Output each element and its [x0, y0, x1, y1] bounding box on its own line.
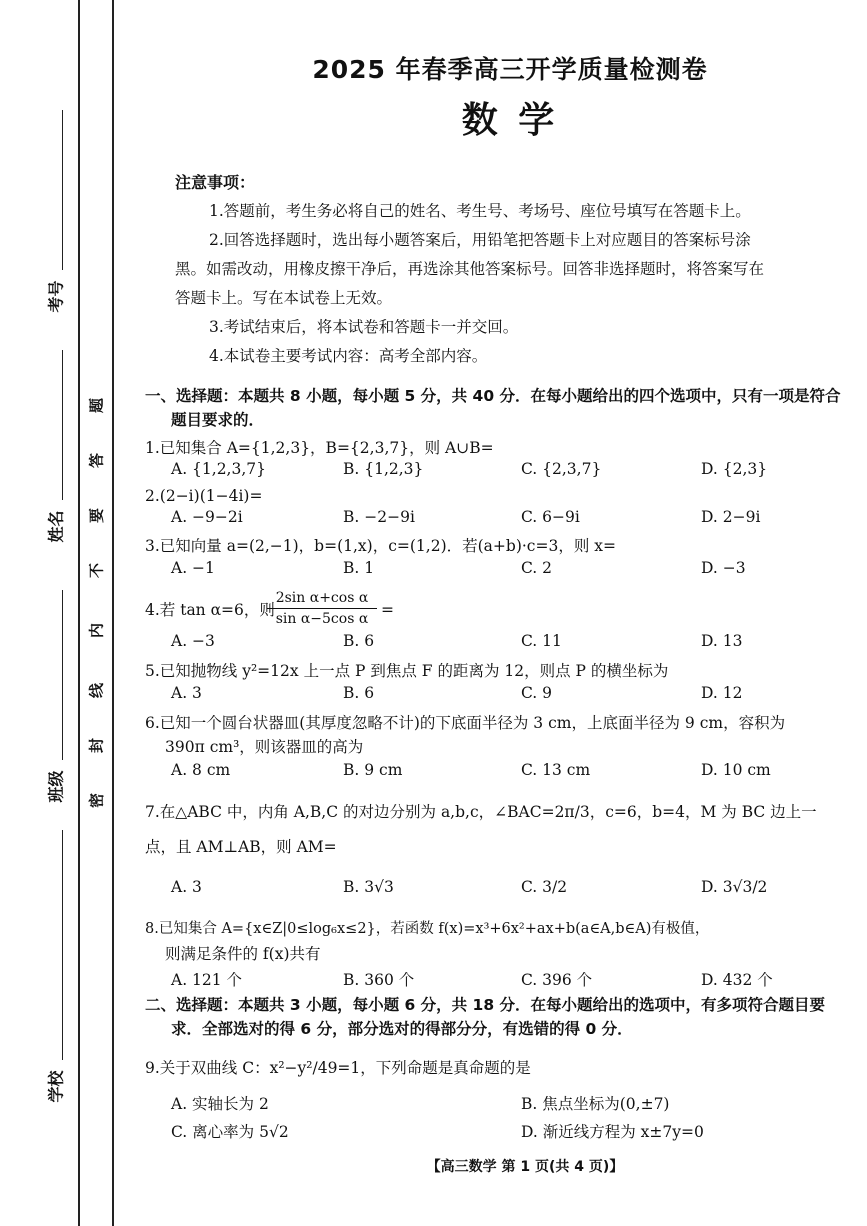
section1-heading — [145, 384, 860, 432]
option-d: D. 12 — [701, 684, 743, 702]
option-b: B. 360 个 — [343, 971, 415, 989]
option-b: B. −2−9i — [343, 508, 415, 526]
option-d: D. {2,3} — [701, 460, 768, 478]
label-school: 学校 — [46, 1070, 66, 1103]
notes-heading: 注意事项： — [175, 173, 256, 192]
option-b: B. {1,2,3} — [343, 460, 424, 478]
option-d: D. 13 — [701, 632, 743, 650]
label-exam-number: 考号 — [46, 280, 66, 313]
option-d: D. 432 个 — [701, 971, 773, 989]
question-7: 7.在△ABC 中，内角 A,B,C 的对边分别为 a,b,c，∠BAC=2π/3，c=6，b=4，M 为 BC 边上一 — [145, 803, 817, 821]
option-a: A. −9−2i — [171, 508, 243, 526]
note-item: 3.考试结束后，将本试卷和答题卡一并交回。 — [209, 318, 519, 336]
option-b: B. 焦点坐标为(0,±7) — [521, 1095, 670, 1113]
section2-line1: 二、选择题：本题共 3 小题，每小题 6 分，共 18 分．在每小题给出的选项中，有多项符合题目要 — [145, 996, 826, 1014]
note-item-cont: 黑。如需改动，用橡皮擦干净后，再选涂其他答案标号。回答非选择题时，将答案写在 — [175, 260, 765, 278]
question-3: 3.已知向量 a=(2,−1)，b=(1,x)，c=(1,2)．若(a+b)·c=3，则 x= — [145, 537, 616, 555]
options-9-row1 — [171, 1092, 861, 1116]
question-5: 5.已知抛物线 y²=12x 上一点 P 到焦点 F 的距离为 12，则点 P 的横坐标为 — [145, 662, 669, 680]
seal-char: 答 — [87, 453, 106, 469]
label-name: 姓名 — [46, 510, 66, 543]
option-a: A. 3 — [171, 684, 202, 702]
q4-fraction-den: sin α−5cos α — [275, 611, 369, 627]
question-8-cont: 则满足条件的 f(x)共有 — [165, 945, 321, 963]
options-5 — [171, 684, 861, 708]
q4-stem-pre: 4.若 tan α=6，则 — [145, 601, 275, 619]
exam-subject: 数 学 — [461, 100, 559, 141]
option-b: B. 3√3 — [343, 878, 394, 896]
binding-line-inner — [112, 0, 114, 1226]
option-a: A. 实轴长为 2 — [171, 1095, 269, 1113]
seal-char: 线 — [87, 683, 106, 699]
note-item: 1.答题前，考生务必将自己的姓名、考生号、考场号、座位号填写在答题卡上。 — [209, 202, 751, 220]
question-6: 6.已知一个圆台状器皿(其厚度忽略不计)的下底面半径为 3 cm，上底面半径为 9 cm，容积为 — [145, 714, 786, 732]
option-c: C. {2,3,7} — [521, 460, 602, 478]
option-a: A. 3 — [171, 878, 202, 896]
options-2 — [171, 508, 861, 532]
option-a: A. 8 cm — [171, 761, 231, 779]
section1-line2: 题目要求的． — [171, 411, 265, 429]
options-6 — [171, 761, 861, 785]
options-9-row2 — [171, 1120, 861, 1144]
question-1: 1.已知集合 A={1,2,3}，B={2,3,7}，则 A∪B= — [145, 439, 494, 457]
seal-char: 内 — [87, 623, 106, 639]
option-b: B. 6 — [343, 684, 375, 702]
option-b: B. 1 — [343, 559, 375, 577]
underline-exam-number — [62, 110, 63, 270]
underline-school — [62, 830, 63, 1060]
underline-name — [62, 350, 63, 500]
option-a: A. {1,2,3,7} — [171, 460, 266, 478]
q4-stem-post: = — [381, 601, 394, 619]
question-4 — [145, 588, 860, 632]
option-c: C. 3/2 — [521, 878, 568, 896]
binding-line-outer — [78, 0, 80, 1226]
option-a: A. −1 — [171, 559, 215, 577]
option-c: C. 6−9i — [521, 508, 580, 526]
option-c: C. 13 cm — [521, 761, 591, 779]
label-class: 班级 — [46, 770, 66, 803]
seal-char: 要 — [87, 508, 106, 524]
seal-char: 密 — [87, 793, 106, 809]
option-c: C. 9 — [521, 684, 553, 702]
seal-char: 题 — [87, 398, 106, 414]
option-c: C. 11 — [521, 632, 562, 650]
option-d: D. 3√3/2 — [701, 878, 768, 896]
option-c: C. 396 个 — [521, 971, 593, 989]
option-d: D. 2−9i — [701, 508, 761, 526]
q4-fraction-num: 2sin α+cos α — [267, 588, 377, 609]
page-footer: 【高三数学 第 1 页(共 4 页)】 — [426, 1159, 624, 1175]
exam-title: 2025 年春季高三开学质量检测卷 — [312, 55, 708, 84]
note-item: 4.本试卷主要考试内容：高考全部内容。 — [209, 347, 488, 365]
notes-block — [175, 168, 835, 371]
question-9: 9.关于双曲线 C：x²−y²/49=1，下列命题是真命题的是 — [145, 1059, 531, 1077]
option-d: D. 渐近线方程为 x±7y=0 — [521, 1123, 704, 1141]
binding-margin — [0, 0, 120, 1226]
question-6-cont: 390π cm³，则该器皿的高为 — [165, 738, 364, 756]
section2-heading — [145, 993, 860, 1041]
option-b: B. 9 cm — [343, 761, 403, 779]
section2-line2: 求．全部选对的得 6 分，部分选对的得部分分，有选错的得 0 分． — [171, 1020, 633, 1038]
options-1 — [171, 460, 861, 484]
options-3 — [171, 559, 861, 583]
option-a: A. −3 — [171, 632, 215, 650]
option-d: D. 10 cm — [701, 761, 771, 779]
option-c: C. 2 — [521, 559, 553, 577]
option-d: D. −3 — [701, 559, 746, 577]
option-b: B. 6 — [343, 632, 375, 650]
question-8: 8.已知集合 A={x∈Z|0≤log₆x≤2}，若函数 f(x)=x³+6x²+ax+b(a∈A,b∈A)有极值， — [145, 921, 710, 937]
section1-line1: 一、选择题：本题共 8 小题，每小题 5 分，共 40 分．在每小题给出的四个选项中，只有一项是符合 — [145, 387, 841, 405]
seal-char: 封 — [87, 738, 106, 754]
question-2: 2.(2−i)(1−4i)= — [145, 487, 263, 505]
seal-char: 不 — [87, 563, 106, 579]
underline-class — [62, 590, 63, 760]
options-4 — [171, 632, 861, 656]
options-8 — [171, 968, 861, 992]
option-a: A. 121 个 — [171, 971, 243, 989]
note-item: 2.回答选择题时，选出每小题答案后，用铅笔把答题卡上对应题目的答案标号涂 — [209, 231, 751, 249]
q4-fraction — [267, 588, 377, 629]
options-7 — [171, 878, 861, 902]
option-c: C. 离心率为 5√2 — [171, 1123, 289, 1141]
note-item-cont: 答题卡上。写在本试卷上无效。 — [175, 289, 393, 307]
question-7-cont: 点，且 AM⊥AB，则 AM= — [145, 838, 337, 856]
